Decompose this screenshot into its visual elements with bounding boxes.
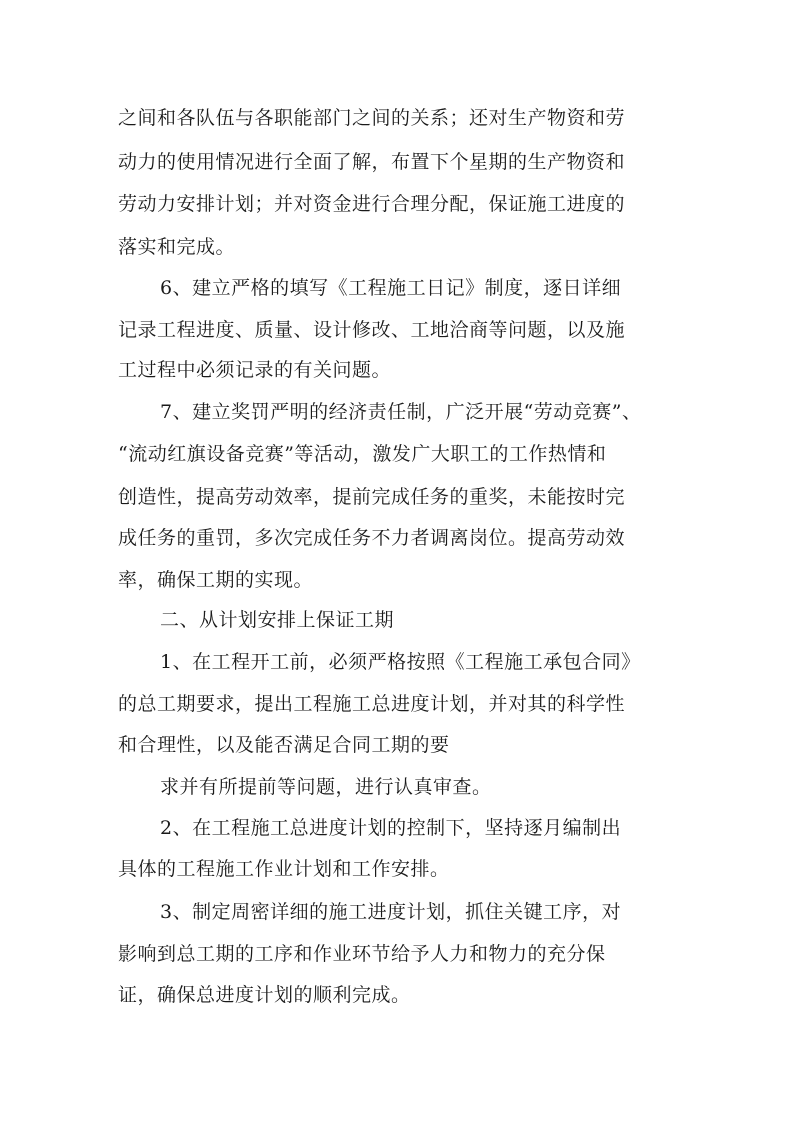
text-line: 劳动力安排计划；并对资金进行合理分配，保证施工进度的 xyxy=(118,193,626,215)
text-line: 影响到总工期的工序和作业环节给予人力和物力的充分保 xyxy=(118,943,606,965)
text-line: 率，确保工期的实现。 xyxy=(118,569,314,591)
text-line: 7、建立奖罚严明的经济责任制，广泛开展“劳动竞赛”、 xyxy=(160,401,642,423)
text-line: 之间和各队伍与各职能部门之间的关系；还对生产物资和劳 xyxy=(118,107,626,129)
text-line: 证，确保总进度计划的顺利完成。 xyxy=(118,984,411,1006)
text-line: 具体的工程施工作业计划和工作安排。 xyxy=(118,858,450,880)
text-line: 动力的使用情况进行全面了解，布置下个星期的生产物资和 xyxy=(118,151,626,173)
text-line: 2、在工程施工总进度计划的控制下，坚持逐月编制出 xyxy=(160,817,622,839)
text-line: 和合理性，以及能否满足合同工期的要 xyxy=(118,734,450,756)
text-line: “流动红旗设备竞赛”等活动，激发广大职工的工作热情和 xyxy=(118,443,607,465)
section-heading: 二、从计划安排上保证工期 xyxy=(160,609,395,631)
text-line: 成任务的重罚，多次完成任务不力者调离岗位。提高劳动效 xyxy=(118,527,626,549)
text-line: 落实和完成。 xyxy=(118,236,236,258)
text-line: 6、建立严格的填写《工程施工日记》制度，逐日详细 xyxy=(160,277,622,299)
text-line: 3、制定周密详细的施工进度计划，抓住关键工序，对 xyxy=(160,901,622,923)
text-line: 创造性，提高劳动效率，提前完成任务的重奖，未能按时完 xyxy=(118,486,626,508)
text-line: 1、在工程开工前，必须严格按照《工程施工承包合同》 xyxy=(160,651,641,673)
text-line: 求并有所提前等问题，进行认真审查。 xyxy=(160,776,492,798)
text-line: 记录工程进度、质量、设计修改、工地洽商等问题，以及施 xyxy=(118,319,626,341)
text-line: 工过程中必须记录的有关问题。 xyxy=(118,359,392,381)
text-line: 的总工期要求，提出工程施工总进度计划，并对其的科学性 xyxy=(118,693,626,715)
